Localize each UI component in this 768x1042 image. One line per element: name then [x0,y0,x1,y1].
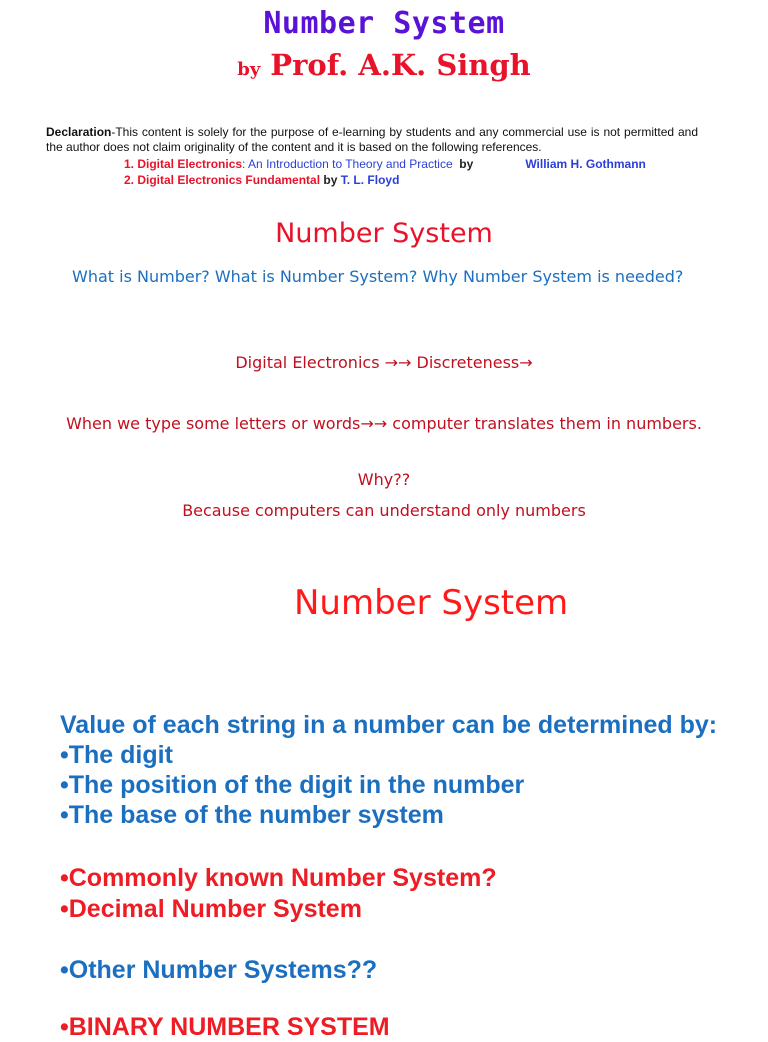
bullet-number-base: •The base of the number system [60,801,444,829]
bullet-commonly-known: •Commonly known Number System? [60,864,497,892]
declaration-paragraph [46,125,698,155]
author-name: Prof. A.K. Singh [270,48,531,82]
reference-2-title: 2. Digital Electronics Fundamental [124,173,321,187]
byline-by: by [237,59,261,80]
reference-1 [124,157,646,172]
bullet-binary-system: •BINARY NUMBER SYSTEM [60,1013,390,1041]
reference-2-author: T. L. Floyd [340,173,400,187]
digital-discreteness-line: Digital Electronics →→ Discreteness→ [235,353,533,372]
reference-1-by: by [459,157,474,171]
value-intro-text: Value of each string in a number can be determined by: [60,711,718,739]
reference-1-subtitle: : An Introduction to Theory and Practice [242,157,453,171]
typing-translation-line: When we type some letters or words→→ computer translates them in numbers. [66,414,702,433]
reference-2-by: by [323,173,338,187]
bullet-digit-position: •The position of the digit in the number [60,771,525,799]
page-title: Number System [263,6,505,41]
bullet-decimal-system: •Decimal Number System [60,895,362,923]
why-line: Why?? [357,470,411,489]
bullet-the-digit: •The digit [60,741,173,769]
declaration-label: Declaration [46,125,112,139]
reference-1-title: 1. Digital Electronics [124,157,243,171]
declaration-text: -This content is solely for the purpose of e-learning by students and any commercial use is not permitted and the author does not claim originality of the content and it is based on the following references. [46,125,698,154]
because-line: Because computers can understand only numbers [182,501,586,520]
reference-2 [124,173,399,188]
author-byline [0,48,768,82]
number-questions: What is Number? What is Number System? Why Number System is needed? [72,267,684,286]
bullet-other-systems: •Other Number Systems?? [60,956,378,984]
section-heading-number-system: Number System [275,218,493,249]
slide-heading-number-system: Number System [294,583,569,623]
reference-1-author: William H. Gothmann [525,157,646,171]
